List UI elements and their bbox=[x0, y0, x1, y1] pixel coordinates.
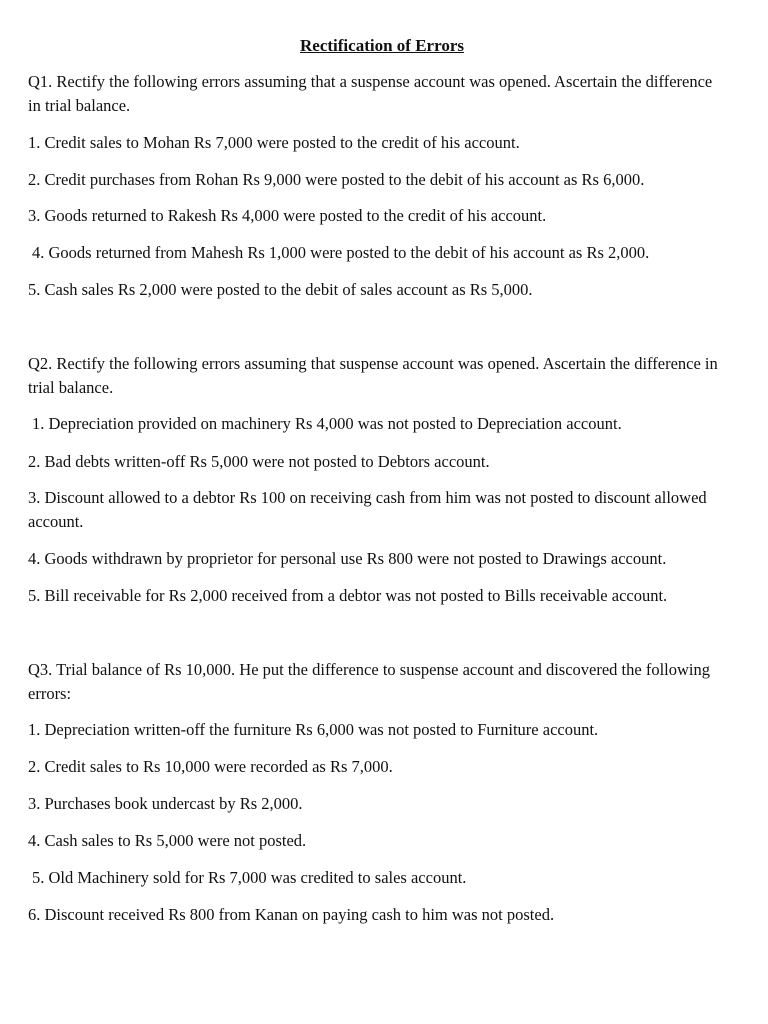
q3-item-1: 1. Depreciation written-off the furniture Rs 6,000 was not posted to Furniture account. bbox=[28, 720, 599, 739]
q2-item-2: 2. Bad debts written-off Rs 5,000 were not posted to Debtors account. bbox=[28, 452, 490, 471]
q1-item-2: 2. Credit purchases from Rohan Rs 9,000 were posted to the debit of his account as Rs 6,000. bbox=[28, 170, 645, 189]
q3-item-4: 4. Cash sales to Rs 5,000 were not posted. bbox=[28, 831, 307, 850]
q1-item-1: 1. Credit sales to Mohan Rs 7,000 were posted to the credit of his account. bbox=[28, 133, 520, 152]
q3-item-5: 5. Old Machinery sold for Rs 7,000 was credited to sales account. bbox=[32, 868, 467, 887]
q1-item-3: 3. Goods returned to Rakesh Rs 4,000 were posted to the credit of his account. bbox=[28, 206, 547, 225]
q3-item-6: 6. Discount received Rs 800 from Kanan on paying cash to him was not posted. bbox=[28, 905, 555, 924]
q1-item-4: 4. Goods returned from Mahesh Rs 1,000 were posted to the debit of his account as Rs 2,000. bbox=[32, 243, 650, 262]
page-title: Rectification of Errors bbox=[300, 36, 464, 55]
q1-prompt: Q1. Rectify the following errors assuming that a suspense account was opened. Ascertain the difference in trial balance. bbox=[28, 72, 713, 115]
q1-item-5: 5. Cash sales Rs 2,000 were posted to the debit of sales account as Rs 5,000. bbox=[28, 280, 533, 299]
q3-item-2: 2. Credit sales to Rs 10,000 were recorded as Rs 7,000. bbox=[28, 757, 393, 776]
q2-item-3: 3. Discount allowed to a debtor Rs 100 on receiving cash from him was not posted to discount allowed account. bbox=[28, 488, 707, 531]
q2-prompt: Q2. Rectify the following errors assuming that suspense account was opened. Ascertain the difference in trial balance. bbox=[28, 354, 718, 397]
q3-prompt: Q3. Trial balance of Rs 10,000. He put the difference to suspense account and discovered the following errors: bbox=[28, 660, 710, 703]
q3-item-3: 3. Purchases book undercast by Rs 2,000. bbox=[28, 794, 303, 813]
q2-item-1: 1. Depreciation provided on machinery Rs 4,000 was not posted to Depreciation account. bbox=[32, 414, 622, 433]
q2-item-4: 4. Goods withdrawn by proprietor for personal use Rs 800 were not posted to Drawings account. bbox=[28, 549, 667, 568]
q2-item-5: 5. Bill receivable for Rs 2,000 received from a debtor was not posted to Bills receivable account. bbox=[28, 586, 668, 605]
